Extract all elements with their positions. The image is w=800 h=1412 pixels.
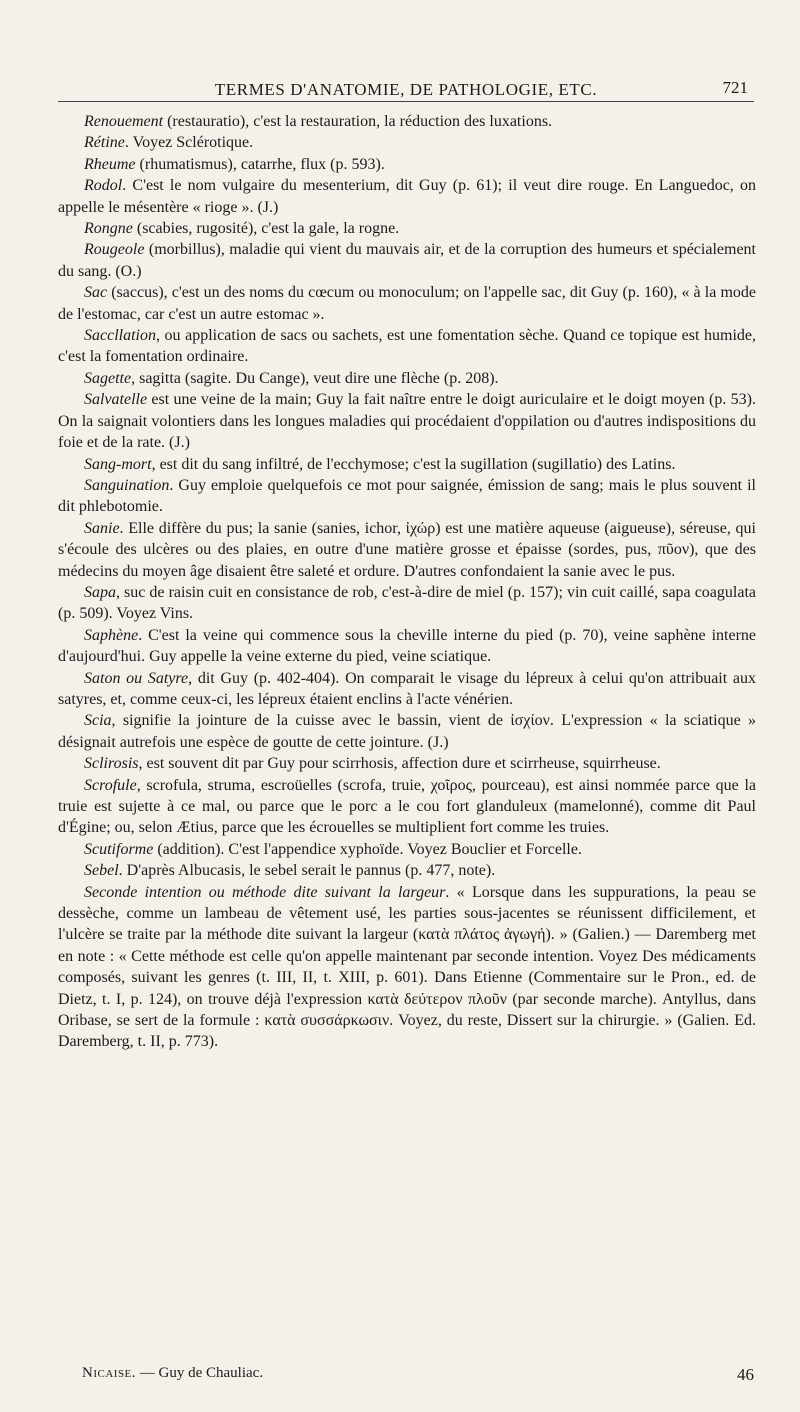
entry-term: Sac (84, 284, 108, 302)
entry-salvatelle (58, 389, 756, 453)
entry-text: (restauratio), c'est la restauration, la réduction des luxations. (163, 113, 553, 130)
entry-sebel (58, 860, 756, 881)
entry-text: , est souvent dit par Guy pour scirrhosis, affection dure et scirrheuse, squirrheuse. (138, 755, 661, 773)
entry-retine (58, 132, 756, 153)
entry-term: Sapa (84, 583, 116, 601)
entry-text: . « Lorsque dans les suppurations, la peau se dessèche, comme un lambeau de vêtement usé, les parties sous-jacentes se réunissent difficilement, et l'ulcère se traite par la méthode dite suivant la largeur (κατὰ πλάτος ἀγωγή). » (Galien.) — Daremberg met en note : « Cette méthode est celle qu'on appelle maintenant par seconde intention. Voyez Des médicaments composés, suivant les genres (t. III, II, t. XIII, p. 601). Dans Etienne (Commentaire sur le Pron., ed. de Dietz, t. I, p. 124), on trouve déjà l'expression κατὰ δεύτερον πλοῦν (par seconde marche). Antyllus, dans Oribase, se sert de la formule : κατὰ συσσάρκωσιν. Voyez, du reste, Dissert sur la chirurgie. » (Galien. Ed. Daremberg, t. II, p. 773). (58, 883, 757, 1051)
entry-saccllation (58, 325, 756, 368)
entry-text: (scabies, rugosité), c'est la gale, la rogne. (132, 220, 400, 238)
entry-term: Saccllation (84, 327, 156, 345)
entry-term: Sagette (84, 369, 132, 387)
entry-sanie (58, 518, 756, 582)
entry-term: Renouement (84, 113, 164, 130)
entry-text: , est dit du sang infiltré, de l'ecchymose; c'est la sugillation (sugillatio) des Latins. (151, 455, 676, 473)
entry-text: , signifie la jointure de la cuisse avec le bassin, vient de ἰσχίον. L'expression « la sciatique » désignait autrefois une espèce de goutte de cette jointure. (J.) (58, 712, 756, 751)
entry-term: Saphène (84, 626, 139, 644)
entry-seconde-intention (58, 882, 756, 1053)
entry-term: Salvatelle (84, 391, 148, 409)
entry-rheume (58, 154, 756, 175)
entry-term: Sanie (84, 519, 120, 537)
entry-sac (58, 282, 756, 325)
entry-sapa (58, 582, 756, 625)
entry-sclirosis (58, 753, 756, 774)
entry-scia (58, 710, 756, 753)
page-number: 721 (722, 78, 748, 97)
entry-text: , scrofula, struma, escroüelles (scrofa, truie, χοῖρος, pourceau), est ainsi nommée parce que la truie est sujette à ce mal, ou parce que le porc a le cou fort glanduleux (mamelonné), comme dit Paul d'Égine; ou, selon Ætius, parce que les écrouelles se multiplient fort comme les truies. (58, 776, 756, 837)
entry-scrofule (58, 775, 756, 839)
page-footer (82, 1365, 754, 1382)
entry-renouement (58, 111, 756, 132)
entry-term: Scutiforme (84, 840, 154, 858)
entry-text: est une veine de la main; Guy la fait naître entre le doigt auriculaire et le doigt moyen (p. 53). On la saignait volontiers dans les longues maladies qui procédaient d'oppilation ou d'autres indispositions du foie et de la rate. (J.) (58, 391, 756, 452)
entry-term: Seconde intention ou méthode dite suivant la largeur (84, 883, 446, 901)
entry-text: (morbillus), maladie qui vient du mauvais air, et de la corruption des humeurs et spécialement du sang. (O.) (58, 241, 756, 280)
body-text (58, 111, 756, 1053)
entry-scutiforme (58, 839, 756, 860)
signature-mark: 46 (737, 1365, 754, 1384)
entry-text: , sagitta (sagite. Du Cange), veut dire une flèche (p. 208). (131, 369, 499, 387)
entry-text: , ou application de sacs ou sachets, est une fomentation sèche. Quand ce topique est humide, c'est la fomentation ordinaire. (58, 327, 756, 366)
entry-term: Sclirosis (84, 755, 139, 773)
entry-sagette (58, 368, 756, 389)
entry-text: , dit Guy (p. 402-404). On comparait le visage du lépreux à celui qu'on attribuait aux satyres, et, comme ceux-ci, les lépreux étaient enclins à l'acte vénérien. (58, 669, 756, 708)
entry-term: Rodol (84, 177, 123, 195)
entry-term: Rétine (84, 134, 125, 152)
entry-text: (rhumatismus), catarrhe, flux (p. 593). (135, 155, 385, 173)
entry-term: Scia (84, 712, 112, 730)
entry-text: . Voyez Sclérotique. (124, 134, 254, 152)
entry-term: Rougeole (84, 241, 145, 259)
footer-author: Nicaise. (82, 1365, 137, 1381)
entry-rougeole (58, 239, 756, 282)
entry-term: Rheume (84, 155, 136, 173)
entry-rongne (58, 218, 756, 239)
entry-term: Sebel (84, 862, 119, 880)
entry-text: . Guy emploie quelquefois ce mot pour saignée, émission de sang; mais le plus souvent il dit phlebotomie. (58, 476, 756, 516)
entry-text: (addition). C'est l'appendice xyphoïde. Voyez Bouclier et Forcelle. (153, 840, 582, 858)
footer-separator: — (136, 1365, 159, 1381)
entry-text: (saccus), c'est un des noms du cœcum ou monoculum; on l'appelle sac, dit Guy (p. 160), « à la mode de l'estomac, car c'est un autre estomac ». (58, 284, 756, 323)
entry-term: Sang-mort (84, 455, 152, 473)
entry-text: , suc de raisin cuit en consistance de rob, c'est-à-dire de miel (p. 157); vin cuit caillé, sapa coagulata (p. 509). Voyez Vins. (58, 583, 756, 623)
running-head: TERMES D'ANATOMIE, DE PATHOLOGIE, ETC. (214, 80, 598, 99)
header-rule (58, 101, 754, 102)
entry-sang-mort (58, 454, 756, 475)
footer-work: Guy de Chauliac. (158, 1365, 264, 1381)
entry-text: . C'est le nom vulgaire du mesenterium, dit Guy (p. 61); il veut dire rouge. En Languedoc, on appelle le mésentère « rioge ». (J.) (58, 177, 756, 216)
entry-term: Sanguination (84, 476, 170, 494)
entry-rodol (58, 175, 756, 218)
entry-text: . D'après Albucasis, le sebel serait le pannus (p. 477, note). (118, 862, 496, 880)
entry-sanguination (58, 475, 756, 518)
entry-saton (58, 668, 756, 711)
entry-text: . C'est la veine qui commence sous la cheville interne du pied (p. 70), veine saphène interne d'aujourd'hui. Guy appelle la veine externe du pied, veine sciatique. (58, 626, 756, 666)
entry-text: . Elle diffère du pus; la sanie (sanies, ichor, ἰχώρ) est une matière aqueuse (aigueuse), séreuse, qui s'écoule des ulcères ou des plaies, en outre d'une matière grosse et épaisse (sordes, pus, πῦον), que des médecins du moyen âge disaient être saleté et ordure. D'autres confondaient la sanie avec le pus. (58, 519, 756, 580)
entry-term: Scrofule (84, 776, 137, 794)
entry-saphene (58, 625, 756, 668)
entry-term: Rongne (84, 220, 133, 238)
entry-term: Saton ou Satyre (84, 669, 189, 687)
